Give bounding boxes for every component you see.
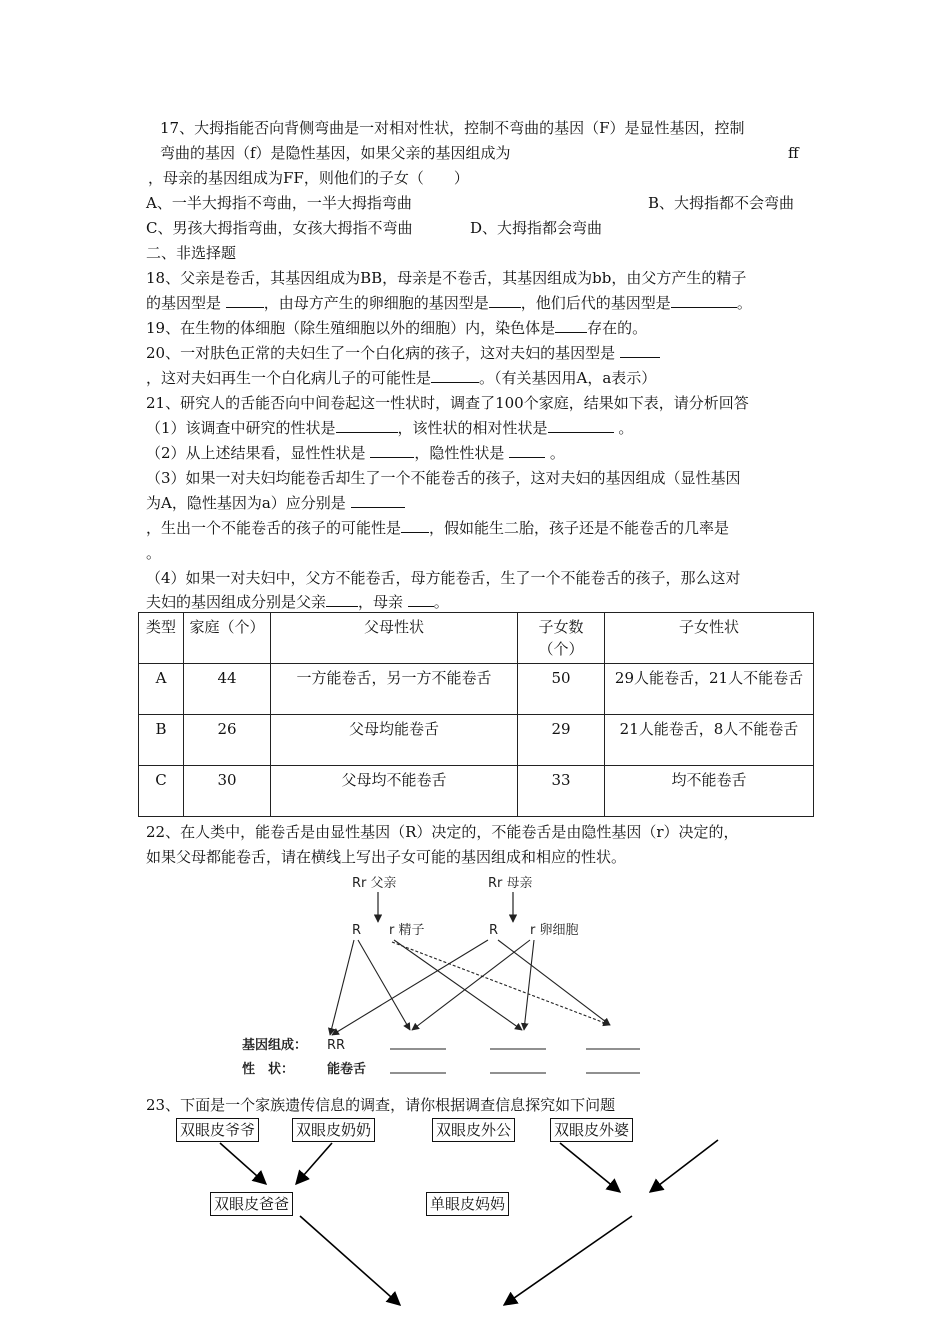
q21-part2 [146, 443, 565, 463]
q19-line [146, 318, 647, 338]
q19-text-a: 19、在生物的体细胞（除生殖细胞以外的细胞）内，染色体是 [146, 319, 556, 337]
answer-blank[interactable] [489, 293, 521, 308]
family-grandma: 双眼皮奶奶 [292, 1118, 375, 1142]
answer-blank[interactable] [408, 592, 434, 607]
sperm-r-label: r 精子 [389, 923, 425, 938]
table-cell: 44 [184, 664, 271, 715]
family-arrow [300, 1216, 400, 1305]
answer-blank[interactable] [431, 368, 479, 383]
egg-r-label: r 卵细胞 [530, 923, 579, 938]
q18-line1: 18、父亲是卷舌，其基因组成为BB，母亲是不卷舌，其基因组成为bb，由父方产生的精子 [146, 269, 747, 287]
q21-part3-line4: 。 [146, 544, 162, 562]
q21-part3-line1: （3）如果一对夫妇均能卷舌却生了一个不能卷舌的孩子，这对夫妇的基因组成（显性基因 [146, 469, 741, 487]
family-arrow [296, 1143, 332, 1184]
q18-text-d: 。 [736, 294, 752, 312]
q18-line2 [146, 293, 752, 313]
table-header-cell: 家庭（个） [184, 613, 271, 664]
q22-line2: 如果父母都能卷舌，请在横线上写出子女可能的基因组成和相应的性状。 [146, 848, 627, 866]
q17-line2-right: ff [788, 144, 799, 162]
q21-p4-c: 。 [433, 593, 449, 611]
q20-line2 [146, 368, 656, 388]
q21-part3-line2 [146, 493, 405, 513]
q17-line1: 17、大拇指能否向背侧弯曲是一对相对性状，控制不弯曲的基因（F）是显性基因，控制 [160, 119, 745, 137]
table-cell: 33 [518, 766, 605, 817]
q21-p3-b: ，生出一个不能卷舌的孩子的可能性是 [146, 519, 402, 537]
answer-blank[interactable] [555, 318, 587, 333]
q21-part1 [146, 418, 633, 438]
table-cell: A [139, 664, 184, 715]
answer-blank[interactable] [336, 418, 398, 433]
cross-arrow [392, 942, 610, 1025]
cross-arrow [412, 940, 530, 1030]
cross-arrow [394, 940, 522, 1030]
q20-text-c: 。（有关基因用A，a表示） [479, 369, 657, 387]
section-heading: 二、非选择题 [146, 244, 237, 262]
table-cell: 29 [518, 715, 605, 766]
family-maternal-grandma: 双眼皮外婆 [550, 1118, 633, 1142]
q17-option-c: C、男孩大拇指弯曲，女孩大拇指不弯曲 [146, 219, 413, 237]
table-cell: 均不能卷舌 [605, 766, 814, 817]
mother-genotype-label: Rr 母亲 [488, 876, 533, 891]
answer-blank[interactable] [620, 343, 660, 358]
answer-blank[interactable] [401, 518, 429, 533]
q21-p2-b: ，隐性性状是 [414, 444, 510, 462]
table-header-row [139, 613, 814, 664]
cross-arrow [330, 940, 354, 1035]
table-row [139, 766, 814, 817]
q21-p2-a: （2）从上述结果看，显性性状是 [146, 444, 371, 462]
q21-p3-c: ，假如能生二胎，孩子还是不能卷舌的几率是 [429, 519, 730, 537]
answer-blank[interactable] [671, 293, 737, 308]
survey-table [138, 612, 814, 817]
table-header-cell: 子女性状 [605, 613, 814, 664]
q21-p4-b: ，母亲 [358, 593, 408, 611]
q21-p4-a: 夫妇的基因组成分别是父亲 [146, 593, 327, 611]
q21-p3-a: 为A，隐性基因为a）应分别是 [146, 494, 351, 512]
family-arrow [650, 1140, 718, 1192]
q21-p1-c: 。 [613, 419, 634, 437]
q20-text-a: 20、一对肤色正常的夫妇生了一个白化病的孩子，这对夫妇的基因型是 [146, 344, 620, 362]
family-arrow [504, 1216, 632, 1305]
table-row [139, 664, 814, 715]
q21-p1-a: （1）该调查中研究的性状是 [146, 419, 336, 437]
table-cell: 父母均能卷舌 [271, 715, 518, 766]
table-cell: 30 [184, 766, 271, 817]
q20-line1 [146, 343, 660, 363]
family-father: 双眼皮爸爸 [210, 1192, 293, 1216]
answer-blank[interactable] [326, 592, 358, 607]
table-cell: 21人能卷舌，8人不能卷舌 [605, 715, 814, 766]
q18-text-c: ，他们后代的基因型是 [520, 294, 671, 312]
table-row [139, 715, 814, 766]
q18-text-a: 的基因型是 [146, 294, 226, 312]
q20-text-b: ，这对夫妇再生一个白化病儿子的可能性是 [146, 369, 432, 387]
cross-arrow [358, 940, 410, 1030]
answer-blank[interactable] [509, 443, 545, 458]
q21-part4-line2 [146, 592, 449, 612]
trait-first: 能卷舌 [327, 1062, 367, 1077]
sperm-R-label: R [352, 923, 362, 938]
answer-blank[interactable] [226, 293, 264, 308]
table-cell: 26 [184, 715, 271, 766]
genotype-row-label: 基因组成： [242, 1038, 308, 1053]
q21-intro: 21、研究人的舌能否向中间卷起这一性状时，调查了100个家庭，结果如下表，请分析回答 [146, 394, 749, 412]
table-cell: 父母均不能卷舌 [271, 766, 518, 817]
q17-option-d: D、大拇指都会弯曲 [470, 219, 603, 237]
answer-blank[interactable] [548, 418, 614, 433]
table-header-cell: 父母性状 [271, 613, 518, 664]
cross-arrow [524, 940, 534, 1030]
q17-option-a: A、一半大拇指不弯曲，一半大拇指弯曲 [146, 194, 412, 212]
family-arrow [560, 1143, 620, 1192]
genotype-first: RR [327, 1038, 346, 1053]
table-header-cell: 类型 [139, 613, 184, 664]
father-genotype-label: Rr 父亲 [352, 876, 397, 891]
q17-option-b: B、大拇指都不会弯曲 [648, 194, 795, 212]
cross-arrow [332, 940, 488, 1035]
family-mother: 单眼皮妈妈 [426, 1192, 509, 1216]
cross-arrow [498, 940, 610, 1025]
trait-row-label: 性 状： [242, 1062, 295, 1077]
egg-R-label: R [489, 923, 499, 938]
q22-line1: 22、在人类中，能卷舌是由显性基因（R）决定的，不能卷舌是由隐性基因（r）决定的， [146, 823, 739, 841]
q21-p1-b: ，该性状的相对性状是 [397, 419, 548, 437]
answer-blank[interactable] [351, 493, 405, 508]
q23-intro: 23、下面是一个家族遗传信息的调查，请你根据调查信息探究如下问题 [146, 1096, 616, 1114]
family-maternal-grandpa: 双眼皮外公 [432, 1118, 515, 1142]
q19-text-b: 存在的。 [587, 319, 648, 337]
answer-blank[interactable] [370, 443, 414, 458]
q21-p2-c: 。 [545, 444, 565, 462]
table-header-cell: 子女数（个） [518, 613, 605, 664]
table-cell: 50 [518, 664, 605, 715]
q21-part4-line1: （4）如果一对夫妇中，父方不能卷舌，母方能卷舌，生了一个不能卷舌的孩子，那么这对 [146, 569, 741, 587]
q17-line2: 弯曲的基因（f）是隐性基因，如果父亲的基因组成为 [160, 144, 511, 162]
family-grandpa: 双眼皮爷爷 [176, 1118, 259, 1142]
table-cell: 29人能卷舌，21人不能卷舌 [605, 664, 814, 715]
table-cell: C [139, 766, 184, 817]
q17-line3: ，母亲的基因组成为FF，则他们的子女（ ） [148, 169, 469, 187]
table-cell: 一方能卷舌，另一方不能卷舌 [271, 664, 518, 715]
q18-text-b: ，由母方产生的卵细胞的基因型是 [263, 294, 489, 312]
family-arrow [220, 1143, 266, 1184]
q21-part3-line3 [146, 518, 729, 538]
table-cell: B [139, 715, 184, 766]
